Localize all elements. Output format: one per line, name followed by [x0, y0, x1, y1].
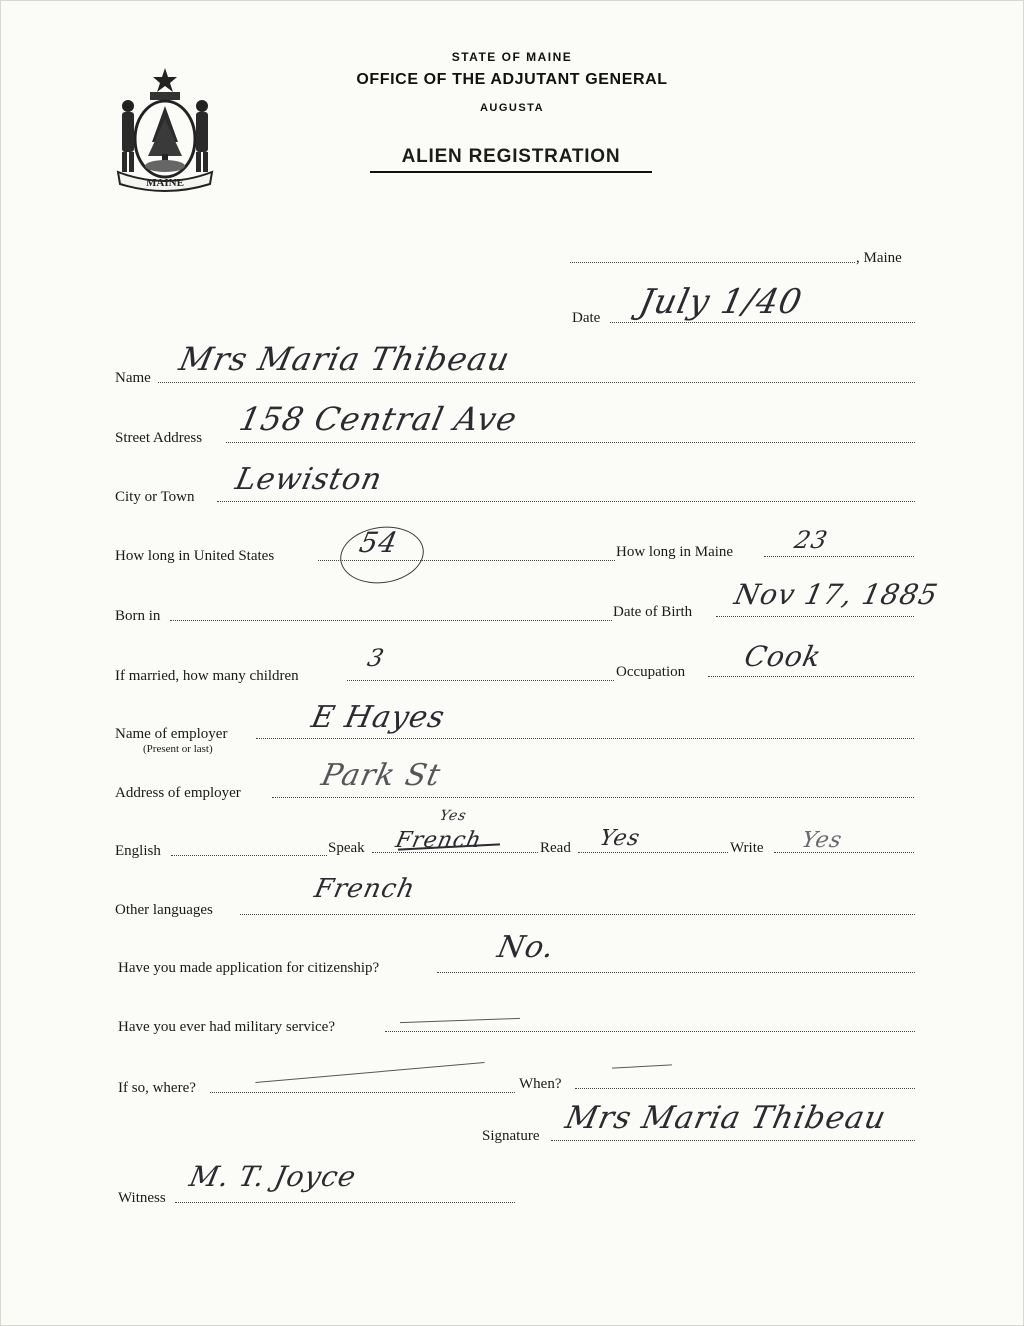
form-title: ALIEN REGISTRATION — [370, 146, 652, 173]
witness-label: Witness — [118, 1190, 166, 1206]
speak-label: Speak — [328, 840, 365, 856]
where-label: If so, where? — [118, 1080, 196, 1096]
header-state: STATE OF MAINE — [451, 50, 573, 64]
military-line — [385, 1031, 915, 1032]
svg-text:MAINE: MAINE — [146, 177, 184, 189]
dob-line — [716, 616, 914, 617]
dob-label: Date of Birth — [613, 604, 693, 620]
other-languages-value: French — [311, 874, 419, 904]
name-value: Mrs Maria Thibeau — [175, 340, 514, 378]
military-label: Have you ever had military service? — [118, 1019, 335, 1035]
when-line — [575, 1088, 915, 1089]
write-label: Write — [730, 840, 764, 856]
header-city: AUGUSTA — [479, 102, 545, 114]
name-line — [158, 382, 915, 383]
city-label: City or Town — [115, 489, 195, 505]
dob-value: Nov 17, 1885 — [731, 578, 942, 611]
write-value: Yes — [799, 828, 845, 853]
other-languages-label: Other languages — [115, 902, 213, 918]
city-line — [217, 501, 915, 502]
us-label: How long in United States — [115, 548, 275, 564]
citizenship-value: No. — [494, 930, 559, 965]
maine-label: How long in Maine — [616, 544, 734, 560]
signature-value: Mrs Maria Thibeau — [562, 1100, 890, 1136]
speak-struck-value: French — [393, 828, 485, 853]
place-suffix: , Maine — [856, 250, 902, 266]
city-value: Lewiston — [232, 462, 386, 497]
occupation-value: Cook — [741, 640, 825, 673]
children-value: 3 — [365, 644, 388, 672]
children-label: If married, how many children — [115, 668, 299, 684]
street-value: 158 Central Ave — [235, 400, 521, 438]
header-office: OFFICE OF THE ADJUTANT GENERAL — [356, 71, 668, 88]
witness-line — [175, 1202, 515, 1203]
signature-label: Signature — [482, 1128, 540, 1144]
employer-address-label: Address of employer — [115, 785, 241, 801]
born-label: Born in — [115, 608, 161, 624]
citizenship-line — [437, 972, 915, 973]
employer-label: Name of employer — [115, 726, 228, 742]
when-label: When? — [519, 1076, 562, 1092]
employer-sublabel: (Present or last) — [143, 743, 213, 755]
date-line — [610, 322, 915, 323]
born-line — [170, 620, 612, 621]
citizenship-label: Have you made application for citizenship? — [118, 960, 380, 976]
children-line — [347, 680, 614, 681]
us-value: 54 — [356, 526, 402, 559]
maine-value: 23 — [792, 526, 831, 554]
employer-address-value: Park St — [318, 758, 445, 793]
date-label: Date — [572, 310, 601, 326]
street-label: Street Address — [115, 430, 203, 446]
place-line — [570, 262, 855, 263]
read-line — [578, 852, 728, 853]
english-label: English — [115, 843, 161, 859]
maine-line — [764, 556, 914, 557]
occupation-line — [708, 676, 914, 677]
signature-line — [551, 1140, 915, 1141]
read-value: Yes — [597, 826, 643, 851]
occupation-label: Occupation — [616, 664, 686, 680]
street-line — [226, 442, 915, 443]
speak-value: Yes — [438, 808, 469, 824]
employer-line — [256, 738, 914, 739]
other-languages-line — [240, 914, 915, 915]
english-line — [171, 855, 327, 856]
where-line — [210, 1092, 515, 1093]
employer-value: E Hayes — [308, 700, 449, 735]
employer-address-line — [272, 797, 914, 798]
write-line — [774, 852, 914, 853]
name-label: Name — [115, 370, 151, 386]
date-value: July 1/40 — [635, 282, 807, 322]
read-label: Read — [540, 840, 571, 856]
witness-value: M. T. Joyce — [186, 1160, 360, 1193]
